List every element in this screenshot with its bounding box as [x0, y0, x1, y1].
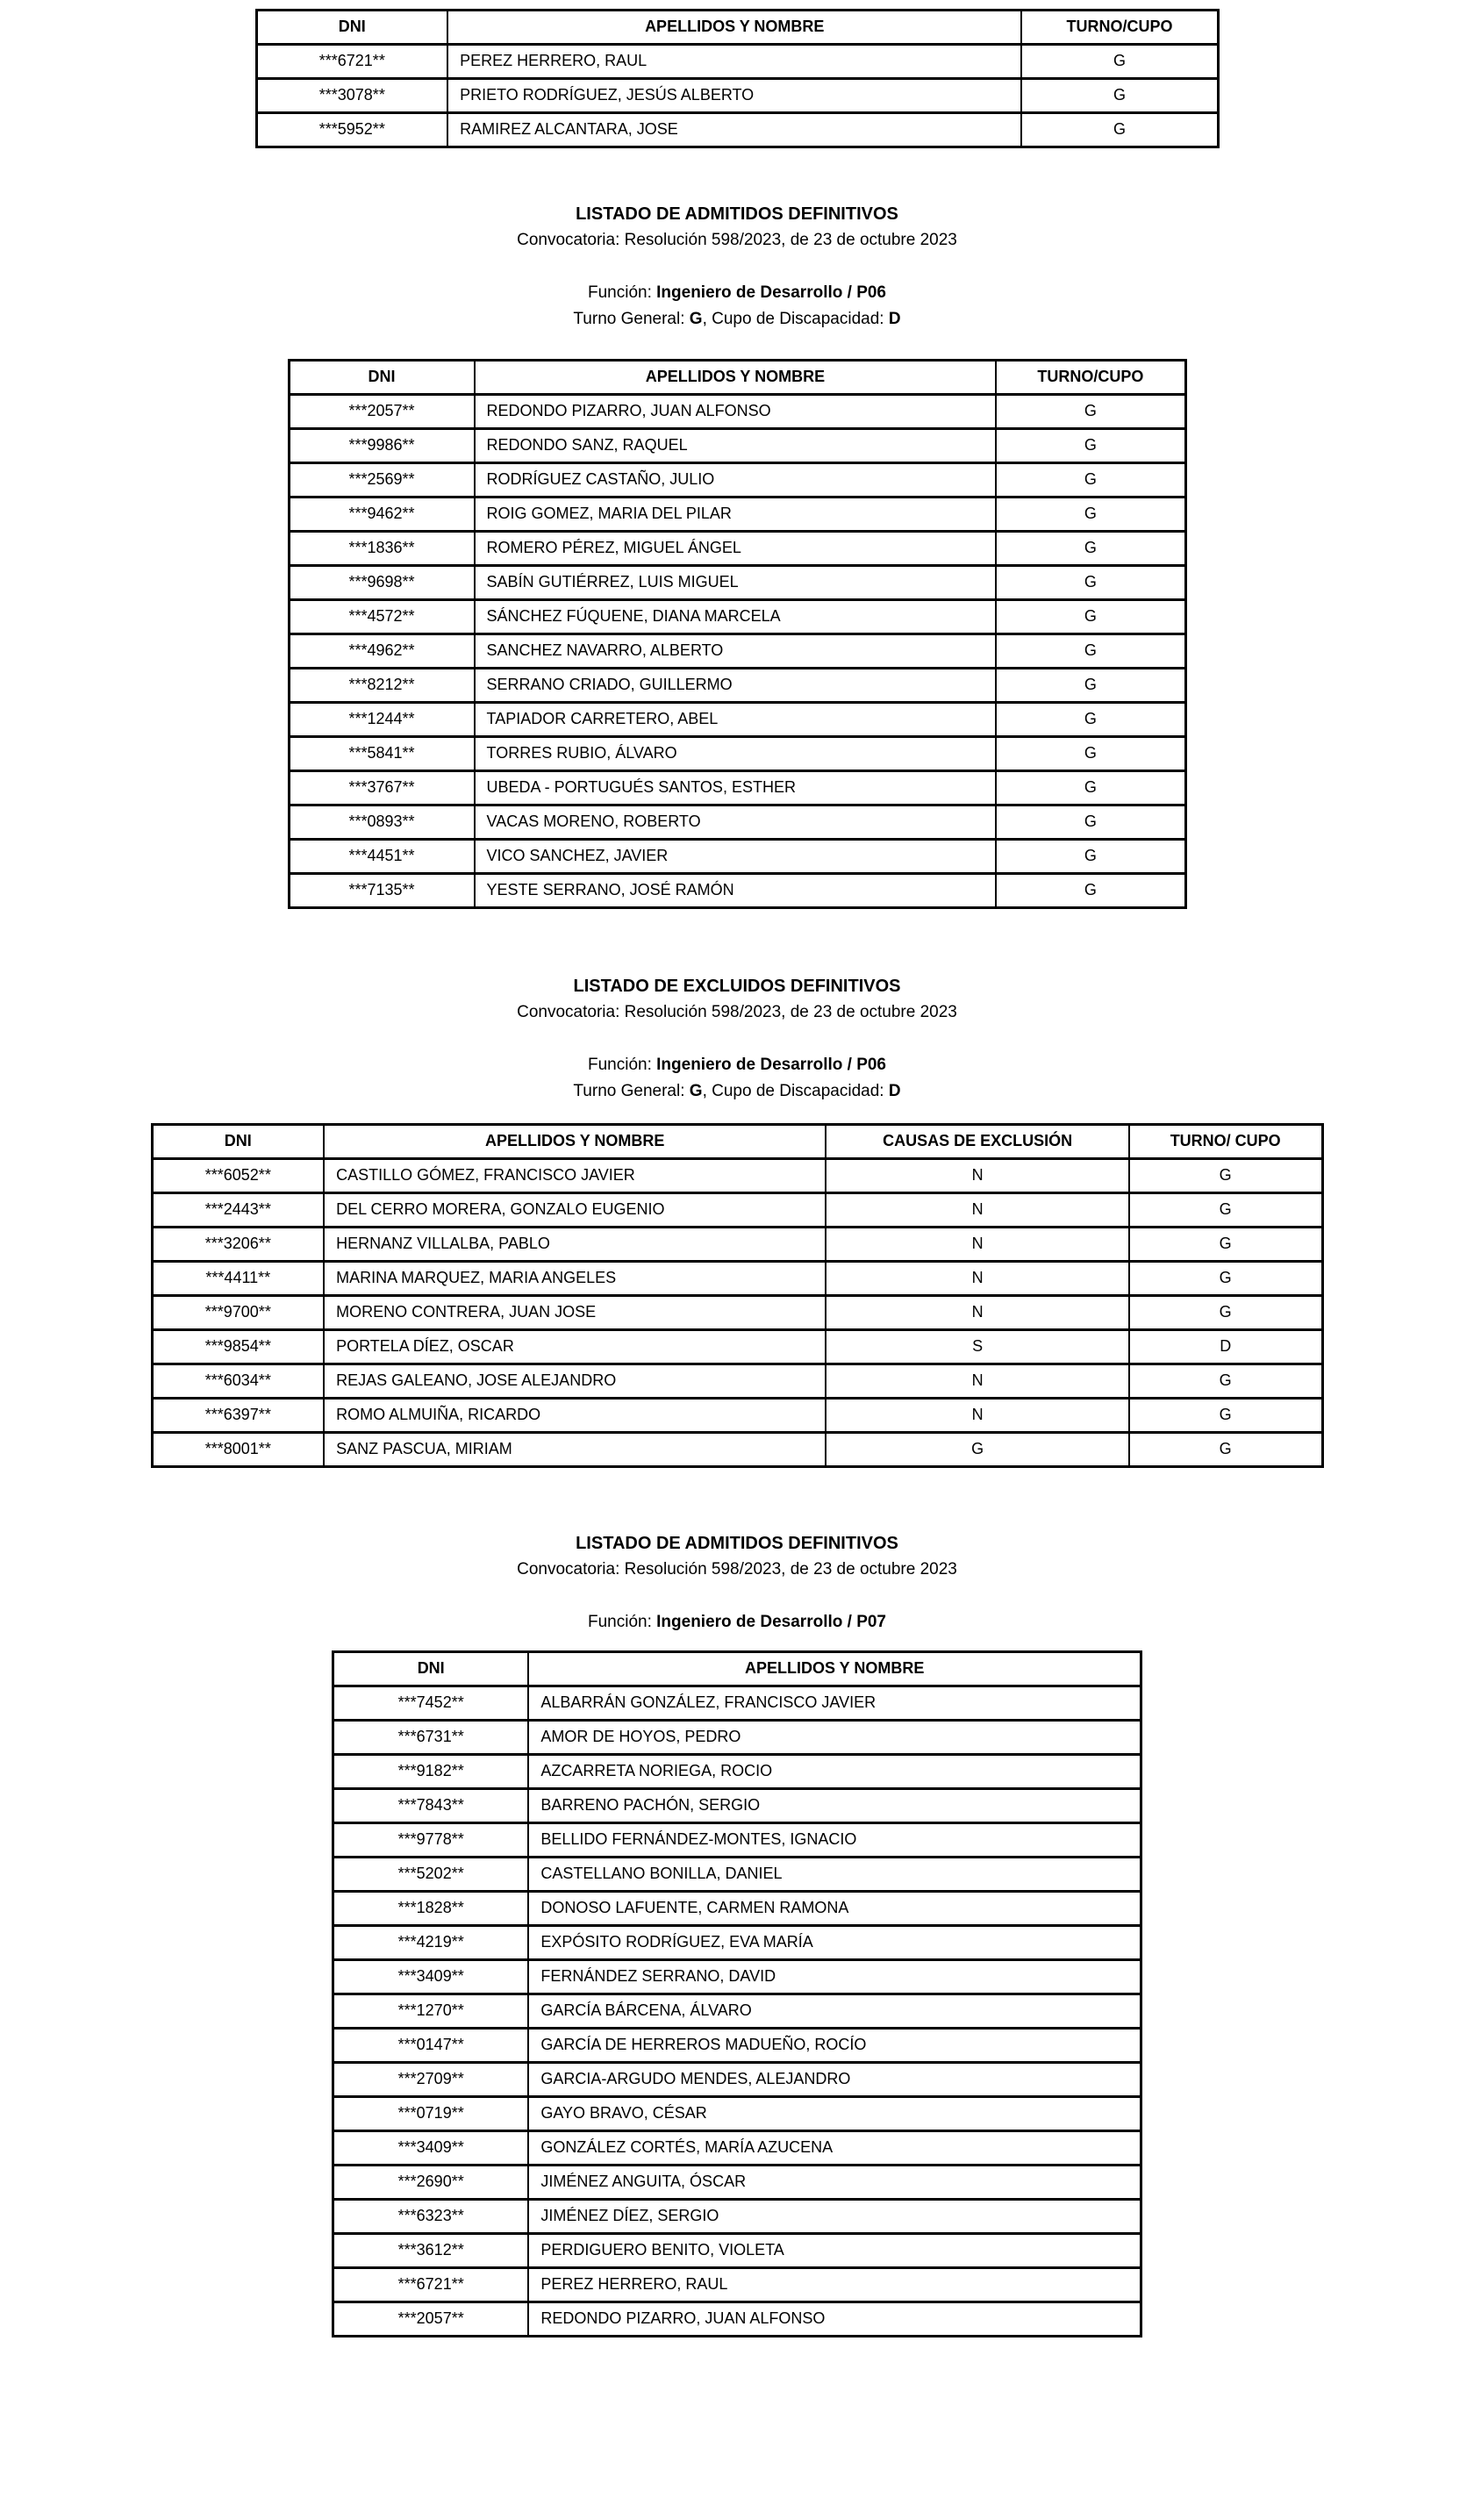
dni-cell: ***0147** — [333, 2029, 529, 2063]
name-cell: SERRANO CRIADO, GUILLERMO — [475, 669, 997, 703]
convocatoria-line: Convocatoria: Resolución 598/2023, de 23 de octubre 2023 — [517, 1560, 957, 1579]
table-row — [256, 79, 1218, 113]
turno-cell: G — [1129, 1364, 1322, 1399]
dni-cell: ***6052** — [152, 1159, 324, 1193]
turno-label: Turno General: — [573, 310, 690, 328]
name-cell: SABÍN GUTIÉRREZ, LUIS MIGUEL — [475, 566, 997, 600]
table-row — [289, 498, 1185, 532]
dni-cell: ***5202** — [333, 1858, 529, 1892]
name-cell: SANZ PASCUA, MIRIAM — [324, 1433, 826, 1467]
name-cell: PEREZ HERRERO, RAUL — [528, 2268, 1141, 2302]
exclusion-cause-cell: G — [826, 1433, 1129, 1467]
funcion-label: Función: — [587, 283, 657, 302]
turno-cell: G — [996, 805, 1185, 840]
table-row — [333, 1960, 1141, 1994]
column-header: APELLIDOS Y NOMBRE — [475, 361, 997, 395]
turno-cell: G — [996, 703, 1185, 737]
table-row — [152, 1262, 1322, 1296]
funcion-line — [0, 280, 1474, 306]
table-row — [289, 771, 1185, 805]
dni-cell: ***7135** — [289, 874, 475, 908]
turno-cell: G — [1129, 1262, 1322, 1296]
table-row — [333, 1721, 1141, 1755]
exclusion-cause-cell: N — [826, 1364, 1129, 1399]
column-header: DNI — [289, 361, 475, 395]
table-row — [289, 429, 1185, 463]
turno-cell: D — [1129, 1330, 1322, 1364]
turno-line — [0, 1078, 1474, 1105]
turno-cell: G — [996, 429, 1185, 463]
name-cell: JIMÉNEZ ANGUITA, ÓSCAR — [528, 2166, 1141, 2200]
dni-cell: ***6323** — [333, 2200, 529, 2234]
dni-cell: ***2709** — [333, 2063, 529, 2097]
dni-cell: ***7452** — [333, 1686, 529, 1721]
turno-cell: G — [996, 840, 1185, 874]
dni-cell: ***6721** — [333, 2268, 529, 2302]
dni-cell: ***9462** — [289, 498, 475, 532]
table-admitidos-p07 — [332, 1650, 1142, 2337]
table-row — [152, 1228, 1322, 1262]
table-row — [289, 634, 1185, 669]
funcion-line — [0, 1052, 1474, 1078]
dni-cell: ***9986** — [289, 429, 475, 463]
name-cell: MORENO CONTRERA, JUAN JOSE — [324, 1296, 826, 1330]
cupo-value: D — [888, 310, 901, 328]
dni-cell: ***6397** — [152, 1399, 324, 1433]
name-cell: SANCHEZ NAVARRO, ALBERTO — [475, 634, 997, 669]
name-cell: PORTELA DÍEZ, OSCAR — [324, 1330, 826, 1364]
table-row — [333, 1926, 1141, 1960]
dni-cell: ***5841** — [289, 737, 475, 771]
name-cell: TORRES RUBIO, ÁLVARO — [475, 737, 997, 771]
turno-cell: G — [1129, 1433, 1322, 1467]
name-cell: HERNANZ VILLALBA, PABLO — [324, 1228, 826, 1262]
heading-excluidos-p06 — [0, 973, 1474, 1105]
name-cell: DEL CERRO MORERA, GONZALO EUGENIO — [324, 1193, 826, 1228]
table-row — [256, 113, 1218, 147]
turno-cell: G — [1129, 1228, 1322, 1262]
table-row — [289, 395, 1185, 429]
turno-label: Turno General: — [573, 1082, 690, 1100]
dni-cell: ***3409** — [333, 1960, 529, 1994]
column-header: TURNO/CUPO — [996, 361, 1185, 395]
dni-cell: ***9778** — [333, 1823, 529, 1858]
header-row — [256, 11, 1218, 45]
name-cell: VICO SANCHEZ, JAVIER — [475, 840, 997, 874]
column-header: TURNO/CUPO — [1021, 11, 1218, 45]
turno-cell: G — [996, 395, 1185, 429]
name-cell: UBEDA - PORTUGUÉS SANTOS, ESTHER — [475, 771, 997, 805]
table-row — [333, 2166, 1141, 2200]
dni-cell: ***9698** — [289, 566, 475, 600]
turno-cell: G — [1129, 1296, 1322, 1330]
table-row — [152, 1364, 1322, 1399]
turno-cell: G — [996, 874, 1185, 908]
name-cell: EXPÓSITO RODRÍGUEZ, EVA MARÍA — [528, 1926, 1141, 1960]
dni-cell: ***4219** — [333, 1926, 529, 1960]
name-cell: GAYO BRAVO, CÉSAR — [528, 2097, 1141, 2131]
turno-cell: G — [1129, 1193, 1322, 1228]
exclusion-cause-cell: N — [826, 1296, 1129, 1330]
name-cell: GARCÍA BÁRCENA, ÁLVARO — [528, 1994, 1141, 2029]
table-row — [289, 532, 1185, 566]
column-header: APELLIDOS Y NOMBRE — [447, 11, 1021, 45]
name-cell: ROMO ALMUIÑA, RICARDO — [324, 1399, 826, 1433]
table-row — [333, 2268, 1141, 2302]
table-row — [333, 1686, 1141, 1721]
table-row — [333, 1823, 1141, 1858]
dni-cell: ***1244** — [289, 703, 475, 737]
table-row — [289, 463, 1185, 498]
turno-cell: G — [996, 463, 1185, 498]
listado-title: LISTADO DE ADMITIDOS DEFINITIVOS — [576, 204, 898, 224]
dni-cell: ***0719** — [333, 2097, 529, 2131]
column-header: DNI — [256, 11, 447, 45]
table-row — [289, 600, 1185, 634]
turno-cell: G — [1021, 79, 1218, 113]
table-row — [289, 805, 1185, 840]
table-row — [152, 1433, 1322, 1467]
name-cell: AMOR DE HOYOS, PEDRO — [528, 1721, 1141, 1755]
table-row — [333, 2029, 1141, 2063]
table-row — [333, 2302, 1141, 2337]
name-cell: CASTELLANO BONILLA, DANIEL — [528, 1858, 1141, 1892]
name-cell: TAPIADOR CARRETERO, ABEL — [475, 703, 997, 737]
table-row — [152, 1330, 1322, 1364]
table-excluidos-p06 — [151, 1123, 1324, 1468]
spacer — [0, 1026, 1474, 1052]
header-row — [289, 361, 1185, 395]
dni-cell: ***9700** — [152, 1296, 324, 1330]
dni-cell: ***2690** — [333, 2166, 529, 2200]
exclusion-cause-cell: N — [826, 1262, 1129, 1296]
name-cell: CASTILLO GÓMEZ, FRANCISCO JAVIER — [324, 1159, 826, 1193]
exclusion-cause-cell: N — [826, 1399, 1129, 1433]
turno-cell: G — [1021, 113, 1218, 147]
table-fragment-previous-list — [255, 9, 1220, 148]
dni-cell: ***1828** — [333, 1892, 529, 1926]
table-row — [289, 874, 1185, 908]
spacer — [0, 1583, 1474, 1609]
dni-cell: ***8212** — [289, 669, 475, 703]
turno-cell: G — [996, 566, 1185, 600]
name-cell: YESTE SERRANO, JOSÉ RAMÓN — [475, 874, 997, 908]
name-cell: GARCIA-ARGUDO MENDES, ALEJANDRO — [528, 2063, 1141, 2097]
table-row — [289, 703, 1185, 737]
dni-cell: ***4572** — [289, 600, 475, 634]
table-row — [289, 566, 1185, 600]
turno-cell: G — [996, 634, 1185, 669]
name-cell: REDONDO PIZARRO, JUAN ALFONSO — [528, 2302, 1141, 2337]
table-row — [289, 737, 1185, 771]
exclusion-cause-cell: S — [826, 1330, 1129, 1364]
table-row — [333, 2063, 1141, 2097]
dni-cell: ***9182** — [333, 1755, 529, 1789]
name-cell: PERDIGUERO BENITO, VIOLETA — [528, 2234, 1141, 2268]
cupo-value: D — [888, 1082, 901, 1100]
dni-cell: ***2569** — [289, 463, 475, 498]
name-cell: ROIG GOMEZ, MARIA DEL PILAR — [475, 498, 997, 532]
exclusion-cause-cell: N — [826, 1228, 1129, 1262]
header-row — [152, 1125, 1322, 1159]
name-cell: PRIETO RODRÍGUEZ, JESÚS ALBERTO — [447, 79, 1021, 113]
funcion-line — [0, 1609, 1474, 1636]
turno-value: G — [689, 310, 703, 328]
table-row — [152, 1296, 1322, 1330]
name-cell: REJAS GALEANO, JOSE ALEJANDRO — [324, 1364, 826, 1399]
table-row — [152, 1193, 1322, 1228]
column-header: APELLIDOS Y NOMBRE — [324, 1125, 826, 1159]
dni-cell: ***4451** — [289, 840, 475, 874]
table-row — [289, 669, 1185, 703]
turno-cell: G — [1129, 1399, 1322, 1433]
cupo-label: , Cupo de Discapacidad: — [702, 1082, 889, 1100]
dni-cell: ***4962** — [289, 634, 475, 669]
dni-cell: ***7843** — [333, 1789, 529, 1823]
turno-cell: G — [996, 737, 1185, 771]
table-row — [333, 2131, 1141, 2166]
column-header: DNI — [152, 1125, 324, 1159]
dni-cell: ***3078** — [256, 79, 447, 113]
table-row — [289, 840, 1185, 874]
table-row — [333, 1858, 1141, 1892]
turno-cell: G — [996, 669, 1185, 703]
convocatoria-line: Convocatoria: Resolución 598/2023, de 23 de octubre 2023 — [517, 1003, 957, 1021]
name-cell: DONOSO LAFUENTE, CARMEN RAMONA — [528, 1892, 1141, 1926]
dni-cell: ***0893** — [289, 805, 475, 840]
turno-cell: G — [996, 600, 1185, 634]
dni-cell: ***2443** — [152, 1193, 324, 1228]
table-row — [333, 1755, 1141, 1789]
funcion-label: Función: — [587, 1056, 657, 1074]
column-header: DNI — [333, 1652, 529, 1686]
dni-cell: ***1836** — [289, 532, 475, 566]
name-cell: RAMIREZ ALCANTARA, JOSE — [447, 113, 1021, 147]
funcion-label: Función: — [587, 1613, 657, 1631]
turno-cell: G — [1021, 45, 1218, 79]
table-row — [256, 45, 1218, 79]
table-row — [333, 1892, 1141, 1926]
column-header: CAUSAS DE EXCLUSIÓN — [826, 1125, 1129, 1159]
dni-cell: ***6721** — [256, 45, 447, 79]
dni-cell: ***2057** — [289, 395, 475, 429]
spacer — [0, 254, 1474, 280]
dni-cell: ***4411** — [152, 1262, 324, 1296]
name-cell: VACAS MORENO, ROBERTO — [475, 805, 997, 840]
table-row — [333, 1789, 1141, 1823]
turno-cell: G — [1129, 1159, 1322, 1193]
funcion-value: Ingeniero de Desarrollo / P06 — [656, 1056, 887, 1074]
table-row — [152, 1159, 1322, 1193]
turno-value: G — [689, 1082, 703, 1100]
exclusion-cause-cell: N — [826, 1193, 1129, 1228]
header-row — [333, 1652, 1141, 1686]
column-header: APELLIDOS Y NOMBRE — [528, 1652, 1141, 1686]
column-header: TURNO/ CUPO — [1129, 1125, 1322, 1159]
table-row — [333, 2234, 1141, 2268]
dni-cell: ***6731** — [333, 1721, 529, 1755]
heading-admitidos-p06 — [0, 201, 1474, 333]
funcion-value: Ingeniero de Desarrollo / P06 — [656, 283, 887, 302]
name-cell: BARRENO PACHÓN, SERGIO — [528, 1789, 1141, 1823]
name-cell: JIMÉNEZ DÍEZ, SERGIO — [528, 2200, 1141, 2234]
listado-title: LISTADO DE ADMITIDOS DEFINITIVOS — [576, 1534, 898, 1553]
turno-line — [0, 306, 1474, 333]
name-cell: AZCARRETA NORIEGA, ROCIO — [528, 1755, 1141, 1789]
name-cell: SÁNCHEZ FÚQUENE, DIANA MARCELA — [475, 600, 997, 634]
table-row — [333, 2097, 1141, 2131]
turno-cell: G — [996, 498, 1185, 532]
name-cell: RODRÍGUEZ CASTAÑO, JULIO — [475, 463, 997, 498]
name-cell: GONZÁLEZ CORTÉS, MARÍA AZUCENA — [528, 2131, 1141, 2166]
exclusion-cause-cell: N — [826, 1159, 1129, 1193]
name-cell: GARCÍA DE HERREROS MADUEÑO, ROCÍO — [528, 2029, 1141, 2063]
dni-cell: ***6034** — [152, 1364, 324, 1399]
cupo-label: , Cupo de Discapacidad: — [702, 310, 889, 328]
dni-cell: ***9854** — [152, 1330, 324, 1364]
dni-cell: ***5952** — [256, 113, 447, 147]
name-cell: FERNÁNDEZ SERRANO, DAVID — [528, 1960, 1141, 1994]
heading-admitidos-p07 — [0, 1530, 1474, 1636]
table-row — [152, 1399, 1322, 1433]
dni-cell: ***1270** — [333, 1994, 529, 2029]
convocatoria-line: Convocatoria: Resolución 598/2023, de 23 de octubre 2023 — [517, 231, 957, 249]
name-cell: REDONDO PIZARRO, JUAN ALFONSO — [475, 395, 997, 429]
dni-cell: ***3206** — [152, 1228, 324, 1262]
name-cell: REDONDO SANZ, RAQUEL — [475, 429, 997, 463]
dni-cell: ***3612** — [333, 2234, 529, 2268]
name-cell: MARINA MARQUEZ, MARIA ANGELES — [324, 1262, 826, 1296]
table-row — [333, 2200, 1141, 2234]
table-admitidos-p06 — [288, 359, 1187, 909]
name-cell: BELLIDO FERNÁNDEZ-MONTES, IGNACIO — [528, 1823, 1141, 1858]
dni-cell: ***8001** — [152, 1433, 324, 1467]
name-cell: PEREZ HERRERO, RAUL — [447, 45, 1021, 79]
dni-cell: ***3767** — [289, 771, 475, 805]
name-cell: ROMERO PÉREZ, MIGUEL ÁNGEL — [475, 532, 997, 566]
name-cell: ALBARRÁN GONZÁLEZ, FRANCISCO JAVIER — [528, 1686, 1141, 1721]
turno-cell: G — [996, 771, 1185, 805]
turno-cell: G — [996, 532, 1185, 566]
listado-title: LISTADO DE EXCLUIDOS DEFINITIVOS — [573, 977, 901, 996]
table-row — [333, 1994, 1141, 2029]
dni-cell: ***2057** — [333, 2302, 529, 2337]
dni-cell: ***3409** — [333, 2131, 529, 2166]
funcion-value: Ingeniero de Desarrollo / P07 — [656, 1613, 887, 1631]
